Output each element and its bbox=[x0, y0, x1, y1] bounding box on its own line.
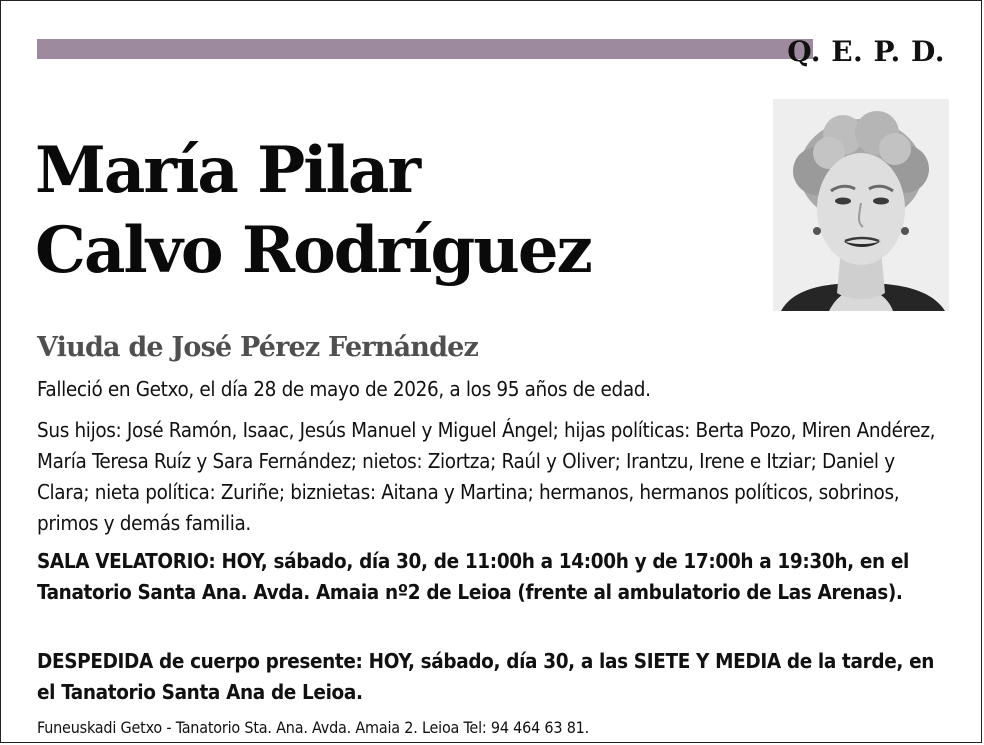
rip-label: Q. E. P. D. bbox=[787, 35, 945, 68]
farewell-ceremony-details: DESPEDIDA de cuerpo presente: HOY, sábado, día 30, a las SIETE Y MEDIA de la tarde, en el Tanatorio Santa Ana de Leioa. bbox=[37, 649, 935, 704]
deceased-name bbox=[35, 131, 591, 291]
wake-room-details: SALA VELATORIO: HOY, sábado, día 30, de 11:00h a 14:00h y de 17:00h a 19:30h, en el Tanatorio Santa Ana. Avda. Amaia nº2 de Leioa (frente al ambulatorio de Las Arenas). bbox=[37, 549, 909, 604]
deceased-name-second-line: Calvo Rodríguez bbox=[35, 213, 591, 288]
death-notice-text: Falleció en Getxo, el día 28 de mayo de 2026, a los 95 años de edad. bbox=[37, 377, 651, 401]
widow-of-subtitle: Viuda de José Pérez Fernández bbox=[37, 332, 479, 363]
funeral-home-footer: Funeuskadi Getxo - Tanatorio Sta. Ana. Avda. Amaia 2. Leioa Tel: 94 464 63 81. bbox=[37, 718, 589, 737]
deceased-portrait-photo bbox=[773, 99, 949, 311]
family-list-text: Sus hijos: José Ramón, Isaac, Jesús Manuel y Miguel Ángel; hijas políticas: Berta Pozo, Miren Andérez, María Teresa Ruíz y Sara Fernández; nietos: Ziortza; Raúl y Oliver; Irantzu, Irene e Itziar; Daniel y Clara; nieta política: Zuriñe; biznietas: Aitana y Martina; hermanos, hermanos políticos, sobrinos, primos y demás familia. bbox=[37, 418, 936, 535]
deceased-name-first-line: María Pilar bbox=[35, 133, 420, 208]
decorative-header-bar bbox=[37, 39, 813, 59]
